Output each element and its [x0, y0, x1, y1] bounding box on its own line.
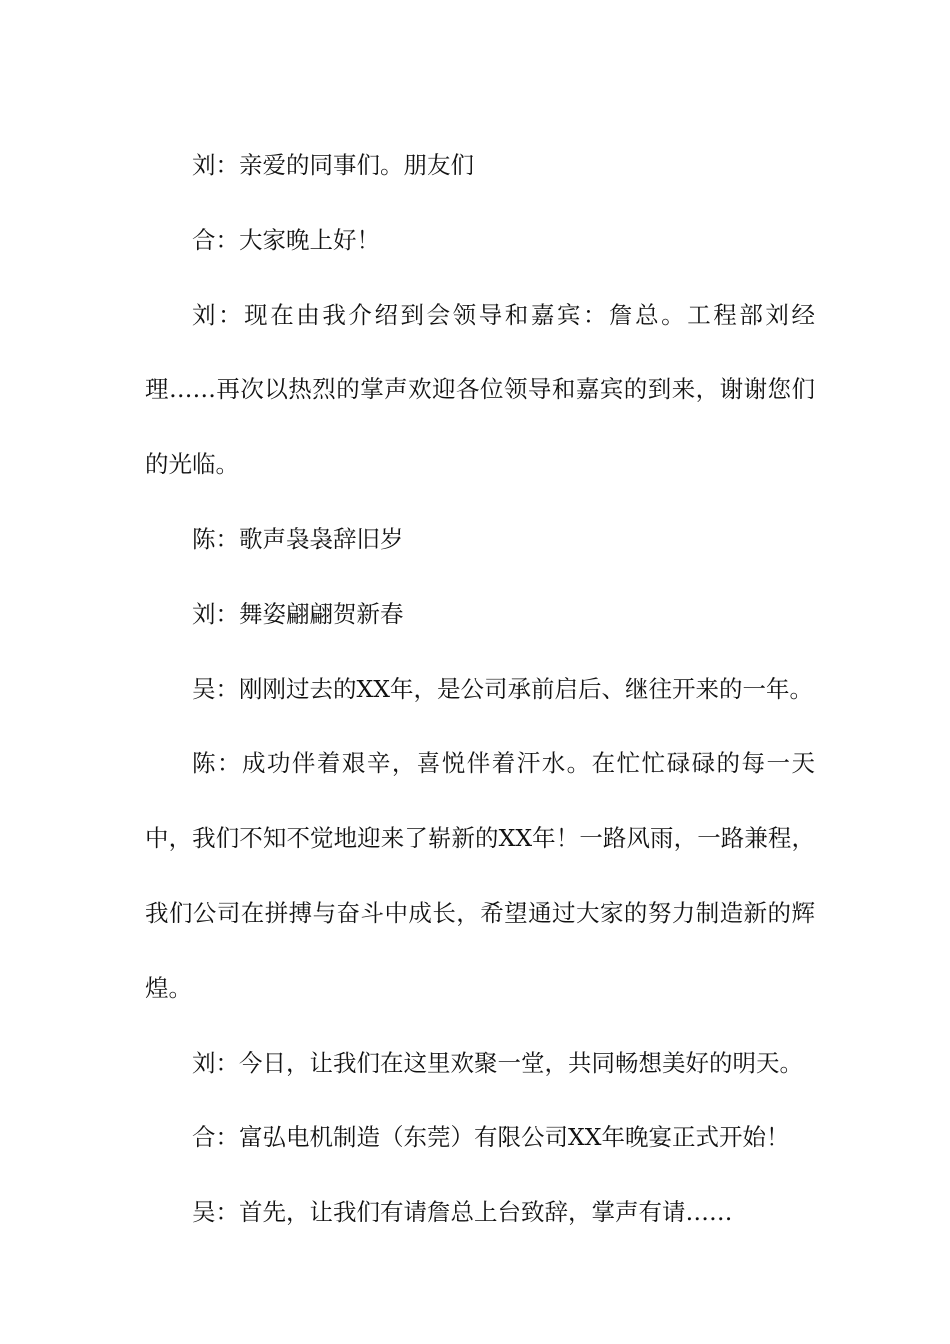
- paragraph-5: 刘：舞姿翩翩贺新春: [192, 599, 404, 628]
- paragraph-4: 陈：歌声袅袅辞旧岁: [192, 524, 404, 553]
- paragraph-8: 刘：今日，让我们在这里欢聚一堂，共同畅想美好的明天。: [192, 1048, 803, 1077]
- paragraph-2: 合：大家晚上好！: [192, 225, 380, 254]
- paragraph-3: 刘：现在由我介绍到会领导和嘉宾：詹总。工程部刘经理……再次以热烈的掌声欢迎各位领导和嘉宾的到来，谢谢您们的光临。: [145, 300, 815, 479]
- document-body: [145, 128, 815, 1250]
- paragraph-6: 吴：刚刚过去的XX年，是公司承前启后、继往开来的一年。: [192, 674, 813, 703]
- paragraph-1: 刘：亲爱的同事们。朋友们: [192, 151, 474, 179]
- paragraph-9: 合：富弘电机制造（东莞）有限公司XX年晚宴正式开始！: [192, 1123, 790, 1152]
- paragraph-10: 吴：首先，让我们有请詹总上台致辞，掌声有请……: [192, 1198, 733, 1227]
- paragraph-7: 陈：成功伴着艰辛，喜悦伴着汗水。在忙忙碌碌的每一天中，我们不知不觉地迎来了崭新的XX年！一路风雨，一路兼程，我们公司在拼搏与奋斗中成长，希望通过大家的努力制造新的辉煌。: [145, 749, 815, 1002]
